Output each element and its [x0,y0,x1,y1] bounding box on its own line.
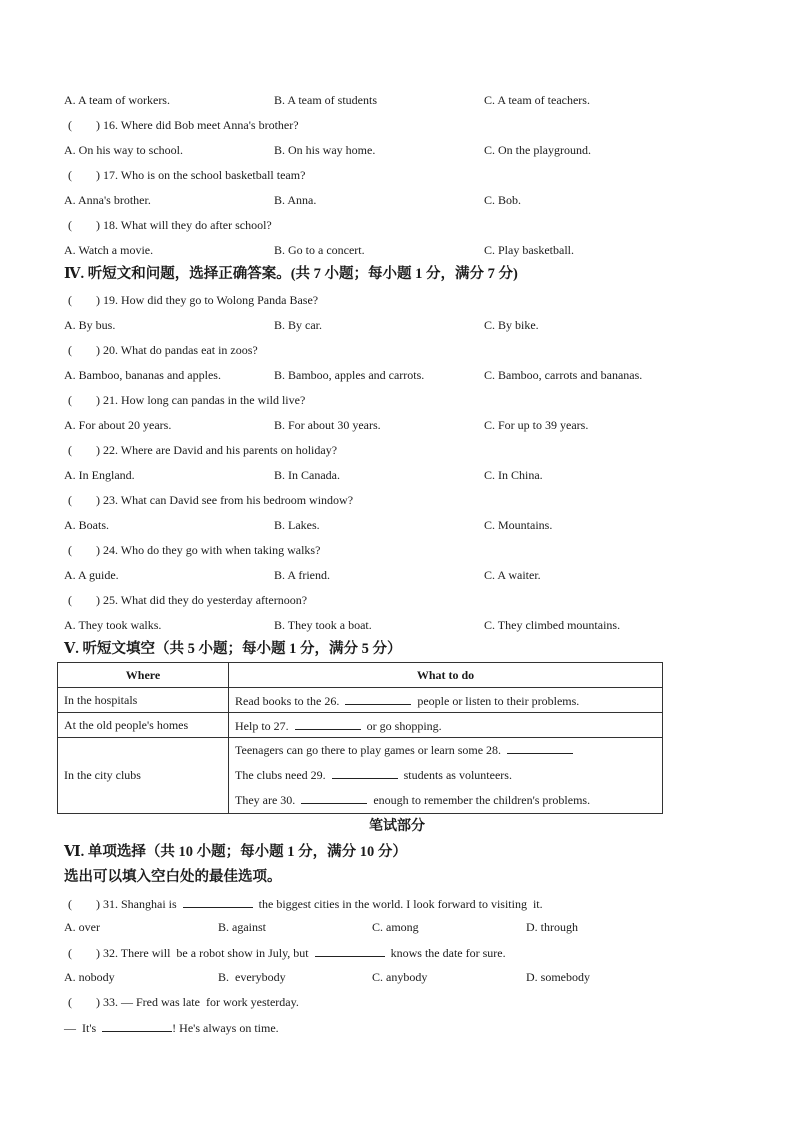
q31-stem-post: the biggest cities in the world. I look forward to visiting it. [252,897,543,911]
row3-line1-text: Teenagers can go there to play games or learn some 28. [235,743,508,757]
q33-stem: ( ) 33. — Fred was late for work yesterday. [68,995,299,1009]
q18-option-b: B. Go to a concert. [274,243,365,257]
q22-stem: ( ) 22. Where are David and his parents on holiday? [68,443,338,457]
q22-option-b: B. In Canada. [274,468,340,482]
q33-reply [64,1019,279,1036]
q23-option-b: B. Lakes. [274,518,320,532]
written-part-heading: 笔试部分 [369,819,425,834]
q25-option-c: C. They climbed mountains. [484,618,621,632]
answer-blank-27[interactable] [295,717,361,730]
q15-option-c: C. A team of teachers. [484,93,590,107]
q19-option-c: C. By bike. [484,318,539,332]
q18-stem: ( ) 18. What will they do after school? [68,218,272,232]
row3-line-3 [235,788,656,813]
answer-blank-26[interactable] [345,692,411,705]
q32-option-a: A. nobody [64,970,115,984]
table-cell-todo [229,688,663,713]
q24-stem: ( ) 24. Who do they go with when taking walks? [68,543,321,557]
table-header-where: Where [58,663,229,688]
q21-option-c: C. For up to 39 years. [484,418,589,432]
row3-line2-text-pre: The clubs need 29. [235,768,332,782]
table-row [58,688,663,713]
answer-blank-29[interactable] [332,766,398,779]
answer-blank-32[interactable] [315,944,385,957]
row2-text-post: or go shopping. [360,718,442,733]
q31-option-c: C. among [372,920,419,934]
table-header-row [58,663,663,688]
q33-reply-post: ! He's always on time. [172,1021,279,1035]
q31-option-a: A. over [64,920,100,934]
section-6-heading: Ⅵ. 单项选择（共 10 小题；每小题 1 分，满分 10 分） [64,844,407,860]
answer-blank-33[interactable] [102,1019,172,1032]
table-row [58,713,663,738]
q25-option-a: A. They took walks. [64,618,162,632]
q20-option-b: B. Bamboo, apples and carrots. [274,368,425,382]
table-cell-where: In the hospitals [58,688,229,713]
q19-stem: ( ) 19. How did they go to Wolong Panda Base? [68,293,319,307]
row2-text-pre: Help to 27. [235,718,295,733]
q21-stem: ( ) 21. How long can pandas in the wild live? [68,393,306,407]
table-row [58,738,663,814]
q17-option-c: C. Bob. [484,193,522,207]
row3-line-2 [235,763,656,788]
q18-option-a: A. Watch a movie. [64,243,154,257]
q21-option-b: B. For about 30 years. [274,418,381,432]
q16-option-c: C. On the playground. [484,143,591,157]
q20-stem: ( ) 20. What do pandas eat in zoos? [68,343,258,357]
q25-stem: ( ) 25. What did they do yesterday afternoon? [68,593,308,607]
answer-blank-31[interactable] [183,895,253,908]
section-5-heading: Ⅴ. 听短文填空（共 5 小题；每小题 1 分，满分 5 分） [64,641,402,657]
answer-blank-28[interactable] [507,741,573,754]
q32-option-d: D. somebody [526,970,590,984]
q19-option-b: B. By car. [274,318,322,332]
q16-option-b: B. On his way home. [274,143,376,157]
q24-option-c: C. A waiter. [484,568,541,582]
q18-option-c: C. Play basketball. [484,243,574,257]
fill-in-table [57,662,663,814]
q22-option-a: A. In England. [64,468,135,482]
q20-option-a: A. Bamboo, bananas and apples. [64,368,221,382]
table-cell-todo [229,738,663,814]
table-cell-where: At the old people's homes [58,713,229,738]
q22-option-c: C. In China. [484,468,543,482]
row3-line3-text-pre: They are 30. [235,793,302,807]
row3-line3-text-post: enough to remember the children's problems. [367,793,591,807]
q24-option-a: A. A guide. [64,568,119,582]
table-cell-todo [229,713,663,738]
q32-stem-pre: ( ) 32. There will be a robot show in July, but [68,946,315,960]
row3-line2-text-post: students as volunteers. [397,768,512,782]
q25-option-b: B. They took a boat. [274,618,372,632]
q15-option-b: B. A team of students [274,93,377,107]
q17-stem: ( ) 17. Who is on the school basketball team? [68,168,306,182]
q23-option-c: C. Mountains. [484,518,553,532]
section-4-heading: Ⅳ. 听短文和问题，选择正确答案。(共 7 小题；每小题 1 分，满分 7 分) [64,266,518,282]
q16-stem: ( ) 16. Where did Bob meet Anna's brother? [68,118,299,132]
q19-option-a: A. By bus. [64,318,116,332]
table-header-what-to-do: What to do [229,663,663,688]
answer-blank-30[interactable] [301,791,367,804]
q31-option-d: D. through [526,920,578,934]
section-6-instruction: 选出可以填入空白处的最佳选项。 [64,869,282,885]
row3-line-1 [235,738,656,763]
q20-option-c: C. Bamboo, carrots and bananas. [484,368,643,382]
q33-reply-pre: — It's [64,1021,103,1035]
q32-option-c: C. anybody [372,970,428,984]
q31-stem [68,895,543,912]
row1-text-post: people or listen to their problems. [411,693,580,708]
q16-option-a: A. On his way to school. [64,143,183,157]
q32-stem-post: knows the date for sure. [384,946,506,960]
row1-text-pre: Read books to the 26. [235,693,346,708]
q24-option-b: B. A friend. [274,568,330,582]
q31-option-b: B. against [218,920,266,934]
q21-option-a: A. For about 20 years. [64,418,172,432]
q15-option-a: A. A team of workers. [64,93,170,107]
table-cell-where: In the city clubs [58,738,229,814]
q17-option-b: B. Anna. [274,193,317,207]
q23-option-a: A. Boats. [64,518,109,532]
q32-stem [68,944,506,961]
q31-stem-pre: ( ) 31. Shanghai is [68,897,183,911]
q17-option-a: A. Anna's brother. [64,193,151,207]
q23-stem: ( ) 23. What can David see from his bedroom window? [68,493,354,507]
q32-option-b: B. everybody [218,970,286,984]
